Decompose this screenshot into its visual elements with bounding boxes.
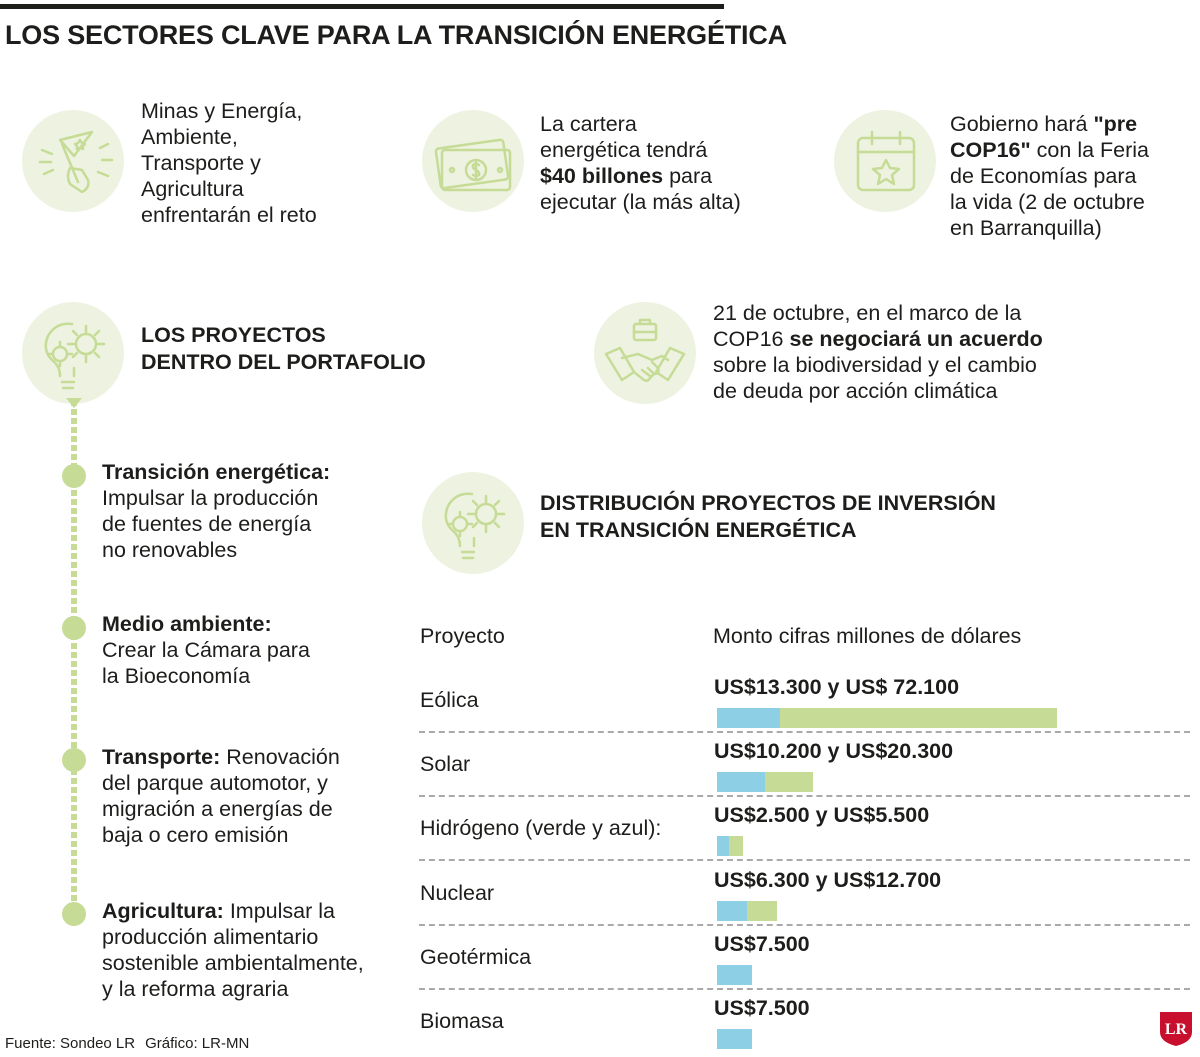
fact-precop: Gobierno hará "pre COP16" con la Feria de Economías para la vida (2 de octubre en Barranquilla)	[950, 112, 1150, 240]
portfolio-heading: LOS PROYECTOS DENTRO DEL PORTAFOLIO	[141, 323, 426, 374]
row-label: Eólica	[420, 688, 479, 712]
row-separator	[419, 924, 1190, 926]
bulb-gear-icon	[22, 302, 124, 404]
fact-budget: La cartera energética tendrá $40 billones para ejecutar (la más alta)	[540, 112, 741, 214]
row-separator	[419, 988, 1190, 990]
flag-hand-icon	[22, 110, 124, 212]
page-title: LOS SECTORES CLAVE PARA LA TRANSICIÓN ENERGÉTICA	[5, 20, 787, 50]
row-separator	[419, 859, 1190, 861]
portfolio-item-ambiente: Medio ambiente: Crear la Cámara para la Bioeconomía	[102, 612, 310, 688]
fact-sectors: Minas y Energía, Ambiente, Transporte y Agricultura enfrentarán el reto	[141, 99, 317, 227]
row-label: Hidrógeno (verde y azul):	[420, 816, 662, 841]
bar-min	[717, 708, 780, 728]
portfolio-item-transicion: Transición energética: Impulsar la producción de fuentes de energía no renovables	[102, 460, 331, 562]
row-value-label: US$13.300 y US$ 72.100	[714, 675, 960, 699]
row-label: Geotérmica	[420, 944, 532, 969]
timeline-dot	[62, 464, 86, 488]
row-value-label: US$7.500	[714, 931, 810, 956]
row-value-label: US$6.300 y US$12.700	[714, 867, 942, 892]
top-rule	[0, 4, 724, 9]
graphic-credit: Gráfico: LR-MN	[145, 1035, 250, 1052]
lr-logo	[1156, 1008, 1196, 1048]
row-value-label: US$7.500	[714, 996, 810, 1020]
row-label: Biomasa	[420, 1009, 504, 1033]
bar-min	[717, 965, 752, 985]
fact-cop16: 21 de octubre, en el marco de la COP16 se negociará un acuerdo sobre la biodiversidad y el cambio de deuda por acción climática	[713, 301, 1043, 403]
row-label: Nuclear	[420, 880, 495, 905]
timeline-dot	[62, 748, 86, 772]
row-separator	[419, 795, 1190, 797]
bar-min	[717, 901, 747, 921]
distribution-heading: DISTRIBUCIÓN PROYECTOS DE INVERSIÓN EN TRANSICIÓN ENERGÉTICA	[540, 491, 996, 542]
bulb-gear-icon	[422, 472, 524, 574]
column-header-project: Proyecto	[420, 624, 505, 648]
bar-min	[717, 772, 765, 792]
money-icon	[422, 110, 524, 212]
budget-amount: $40 billones	[540, 164, 664, 188]
row-label: Solar	[420, 752, 471, 777]
bar-min	[717, 836, 729, 856]
lr-logo-text: LR	[1164, 1021, 1188, 1038]
precop-bold-1: "pre	[1093, 112, 1138, 136]
calendar-star-icon	[834, 110, 936, 212]
column-header-amount: Monto cifras millones de dólares	[713, 624, 1022, 648]
timeline-arrow	[66, 398, 82, 408]
source-line	[5, 1035, 249, 1053]
bar-min	[717, 1029, 752, 1049]
portfolio-item-agricultura: Agricultura: Impulsar la producción alimentario sostenible ambientalmente, y la reforma agraria	[102, 899, 364, 1001]
row-value-label: US$2.500 y US$5.500	[714, 803, 930, 828]
cop16-bold: se negociará un acuerdo	[789, 327, 1043, 351]
source-text: Fuente: Sondeo LR	[5, 1035, 136, 1052]
timeline-dot	[62, 902, 86, 926]
row-value-label: US$10.200 y US$20.300	[714, 739, 954, 764]
handshake-icon	[594, 302, 696, 404]
portfolio-item-transporte: Transporte: Renovación del parque automotor, y migración a energías de baja o cero emisión	[102, 745, 340, 847]
precop-bold-2: COP16"	[950, 138, 1031, 162]
timeline-dot	[62, 616, 86, 640]
row-separator	[419, 731, 1190, 733]
